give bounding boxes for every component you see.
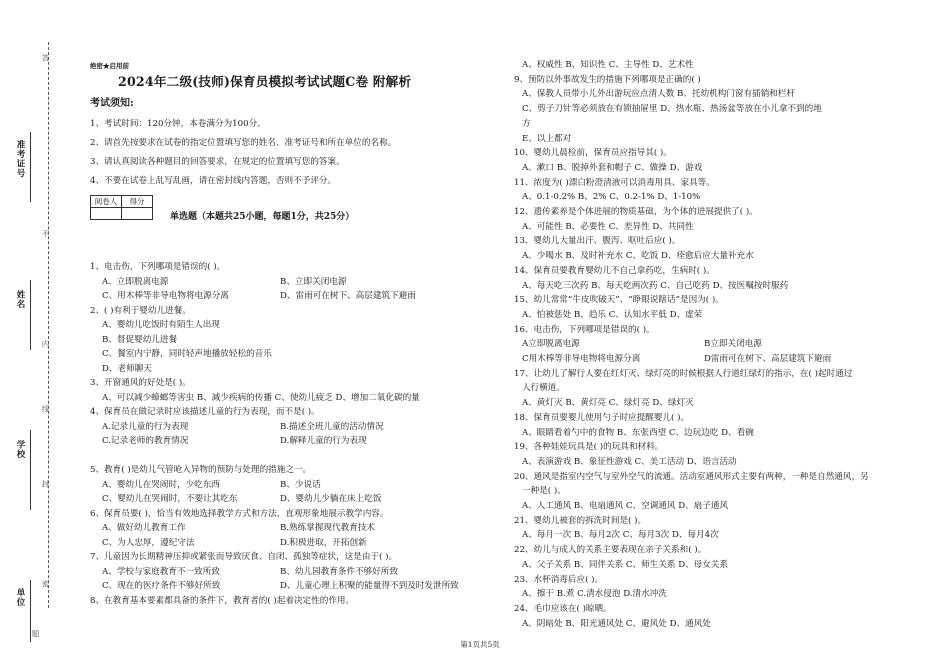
answer-option: A、可能性 B、必要性 C、差异性 D、共同性 (522, 221, 694, 232)
notice-line: 2、请首先按要求在试卷的指定位置填写您的姓名、准考证号和所在单位的名称。 (90, 138, 397, 148)
answer-option: A、婴幼儿在哭闹时，少吃东西 (102, 479, 220, 490)
question-text: 7、儿童因为长期精神压抑或紧张而导致厌食、自闭、孤独等症状，这是由于( )。 (90, 552, 398, 562)
answer-option: C、婴幼儿在哭闹时，不要让其吃东 (102, 494, 238, 504)
question-text: 6、保育员要( )，恰当有效地选择教学方式和方法，直观形象地展示教学内容。 (90, 508, 389, 519)
answer-option: C.记录老师的教育情况 (102, 436, 189, 446)
notice-line: 1、考试时间：120分钟，本卷满分为100分。 (90, 119, 266, 129)
answer-option: B、幼儿园教育条件不够好所致 (280, 566, 399, 577)
question-text: 14、保育员要教育婴幼儿不自己拿药吃，生病时( )。 (514, 265, 715, 276)
fill-line (30, 280, 31, 350)
answer-option: A、可以减少蟑螂等害虫 B、减少疾病的传播 C、使幼儿疲乏 D、增加二氧化碳的量 (102, 392, 420, 403)
score-table (90, 195, 153, 220)
notice-heading: 考试须知: (90, 98, 134, 109)
answer-option: D、老师聊天 (102, 363, 152, 374)
answer-option: 一种是( )。 (522, 486, 566, 497)
answer-option: B.熟练掌握现代教育技术 (280, 523, 375, 533)
answer-option: A、人工通风 B、电扇通风 C、空调通风 D、扇子通风 (522, 501, 729, 511)
answer-option: D、婴幼儿少躺在床上吃饭 (280, 494, 382, 504)
page-footer: 第1页共5页 (460, 640, 500, 649)
question-text: 18、保育员要婴儿使用勺子时应提醒婴儿( )。 (514, 412, 690, 423)
answer-option: B立即关闭电源 (704, 339, 762, 350)
answer-option: D雷雨可在树下、高层建筑下避雨 (704, 354, 832, 364)
question-text: 16、电击伤，下列哪项是错误的( )。 (514, 324, 655, 335)
score-cell[interactable] (122, 208, 153, 220)
answer-option: A、婴幼儿吃饭时有陌生人出现 (102, 320, 220, 330)
cut-mark: 封 (41, 480, 50, 488)
binding-label-school: 学校 (15, 440, 25, 459)
cut-mark: 答 (41, 54, 50, 62)
question-text: 12、遗传素养是个体进展的物质基础，为个体的进展提供了( )。 (514, 207, 758, 217)
cut-mark: 内 (41, 340, 50, 348)
answer-option: A立即脱离电源 (522, 339, 580, 350)
question-text: 23、水杯消毒后应( )。 (514, 574, 604, 585)
answer-option: A、漱口 B、脱掉外套和帽子 C、做操 D、游戏 (522, 162, 703, 173)
question-text: 19、各种娃娃玩具是( )的玩具和材料。 (514, 442, 664, 453)
page-title: 2024年二级(技师)保育员模拟考试试题C卷 附解析 (118, 74, 412, 89)
question-text: 11、浓度为( )漂白粉澄清液可以消毒用具、家具等。 (514, 177, 715, 188)
notice-line: 4、不要在试卷上乱写乱画，请在密封线内答题，否则不予评分。 (90, 176, 337, 186)
question-text: 8、在教育基本要素都具备的条件下，教育者的( )起着决定性的作用。 (90, 595, 355, 606)
answer-option: A、少喝水 B、及时补充水 C、吃饭 D、痊愈后应大量补充水 (522, 251, 754, 262)
answer-option: C用木棒等非导电物将电源分离 (522, 354, 641, 364)
question-text: 5、教育( )是幼儿气管呛入异物的预防与处理的措施之一。 (90, 465, 312, 475)
answer-option: C、为人忠厚，遵纪守法 (102, 537, 195, 548)
grader-label: 阅卷人 (91, 196, 122, 208)
cut-mark: 密 (41, 580, 50, 588)
answer-option: C、剪子刀针等必须放在有锁抽屉里 D、热水瓶、热汤盆等放在小儿拿不到的地 (522, 104, 822, 115)
answer-option: C、现在的医疗条件不够好所致 (102, 581, 221, 591)
fill-line (30, 430, 31, 510)
answer-option: A、黄灯灭 B、黄灯亮 C、绿灯亮 D、绿灯灭 (522, 398, 694, 409)
answer-option: A.记录儿童的行为表现 (102, 421, 189, 432)
binding-label-name: 姓名 (15, 290, 25, 309)
question-text: 3、开窗通风的好处是( )。 (90, 378, 191, 388)
answer-option: D.积极进取，开拓创新 (280, 537, 367, 548)
section-title: 单选题（本题共25小题，每题1分，共25分） (170, 212, 355, 222)
cut-mark: 不 (41, 230, 50, 238)
answer-option: A、学校与家庭教育不一致所致 (102, 566, 220, 577)
answer-option: D、儿童心理上积聚的能量得不到及时发泄所致 (280, 581, 459, 591)
answer-option: B.描述全班儿童的活动情况 (280, 421, 384, 432)
question-text: 15、幼儿常常“牛皮吹破天”、“睁眼说瞎话”是因为( )。 (514, 295, 724, 306)
question-text: 20、通风是指室内空气与室外空气的流通。活动室通风形式主要有两种，一种是自然通风，另 (514, 471, 869, 482)
question-text: 13、婴幼儿大量出汗、腹泻、呕吐后应( )。 (514, 236, 681, 247)
answer-option: A、怕被惩处 B、趋乐 C、认知水平低 D、虚荣 (522, 309, 703, 320)
question-text: 10、婴幼儿晨检前，保育员应指导其( )。 (514, 148, 672, 159)
question-text: 24、毛巾应该在( )晾晒。 (514, 603, 612, 614)
answer-option: B、少说话 (280, 479, 321, 490)
answer-option: 人行横道。 (522, 383, 565, 394)
grader-cell[interactable] (91, 208, 122, 220)
question-text: 1、电击伤，下列哪项是错误的( )。 (90, 262, 226, 272)
question-text: 17、让幼儿了解行人要在红灯灭、绿灯亮的时候根据人行道红绿灯的指示，在( )起时通过 (514, 368, 853, 379)
answer-option: A、0.1-0.2% B、2% C、0.2-1% D、1-10% (522, 192, 701, 203)
binding-label-exam-number: 准考证号 (15, 140, 25, 178)
secret-tag: 绝密★启用前 (90, 62, 129, 70)
answer-option: A、做好幼儿教育工作 (102, 523, 186, 533)
cut-mark: 线 (41, 405, 50, 413)
question-text: 4、保育员在做记录时应该描述儿童的行为表现，而不是( )。 (90, 407, 320, 417)
answer-option: A、每天吃三次药 B、每天吃两次药 C、自己吃药 D、按医嘱按时服药 (522, 280, 789, 291)
question-text: 21、婴幼儿被套的拆洗时间是( )。 (514, 515, 647, 526)
question-text: 22、幼儿与成人的关系主要表现在亲子关系和( )。 (514, 545, 707, 556)
answer-option: D.解释儿童的行为表现 (280, 436, 367, 446)
notice-line: 3、请认真阅读各种题目的回答要求，在规定的位置填写您的答案。 (90, 157, 345, 167)
answer-option: A、表演游戏 B、象征性游戏 C、美工活动 D、语言活动 (522, 456, 737, 467)
answer-option: A、阴暗处 B、阳光通风处 C、避风处 D、通风处 (522, 618, 711, 629)
answer-option: A、眼睛看着勺中的食物 B、东张西望 C、边玩边吃 D、看碗 (522, 427, 754, 438)
answer-option: A、擦干 B.煮 C.清水侵泡 D.清水冲洗 (522, 589, 667, 600)
cut-mark: 题 (31, 630, 40, 638)
answer-option: 方 (522, 118, 531, 129)
question-text: 9、预防以外事故发生的措施下列哪项是正确的( ) (514, 74, 701, 85)
answer-option: A、父子关系 B、同伴关系 C、师生关系 D、母女关系 (522, 559, 729, 570)
seal-line (48, 42, 49, 608)
answer-option: E、以上都对 (522, 133, 572, 144)
answer-option: A、保教人员带小儿外出游玩应点清人数 B、托幼机构门窗有插销和栏杆 (522, 89, 796, 100)
fill-line (30, 132, 31, 202)
answer-option: A、立即脱离电源 (102, 276, 169, 287)
binding-margin (8, 40, 48, 650)
answer-option: C、餐室内宁静，同时轻声地播放轻松的音乐 (102, 349, 272, 359)
answer-option: A、每月一次 B、每月2次 C、每月3次 D、每月4次 (522, 530, 719, 541)
answer-option: B、督促婴幼儿进餐 (102, 334, 178, 345)
answer-option: A、权威性 B、知识性 C、主导性 D、艺术性 (522, 60, 694, 70)
answer-option: B、立即关闭电源 (280, 276, 347, 287)
score-label: 得分 (122, 196, 153, 208)
answer-option: C、用木棒等非导电物将电源分离 (102, 291, 229, 301)
binding-label-unit: 单位 (15, 588, 25, 607)
question-text: 2、( )有利于婴幼儿进餐。 (90, 305, 191, 316)
answer-option: D、雷雨可在树下、高层建筑下避雨 (280, 291, 416, 301)
